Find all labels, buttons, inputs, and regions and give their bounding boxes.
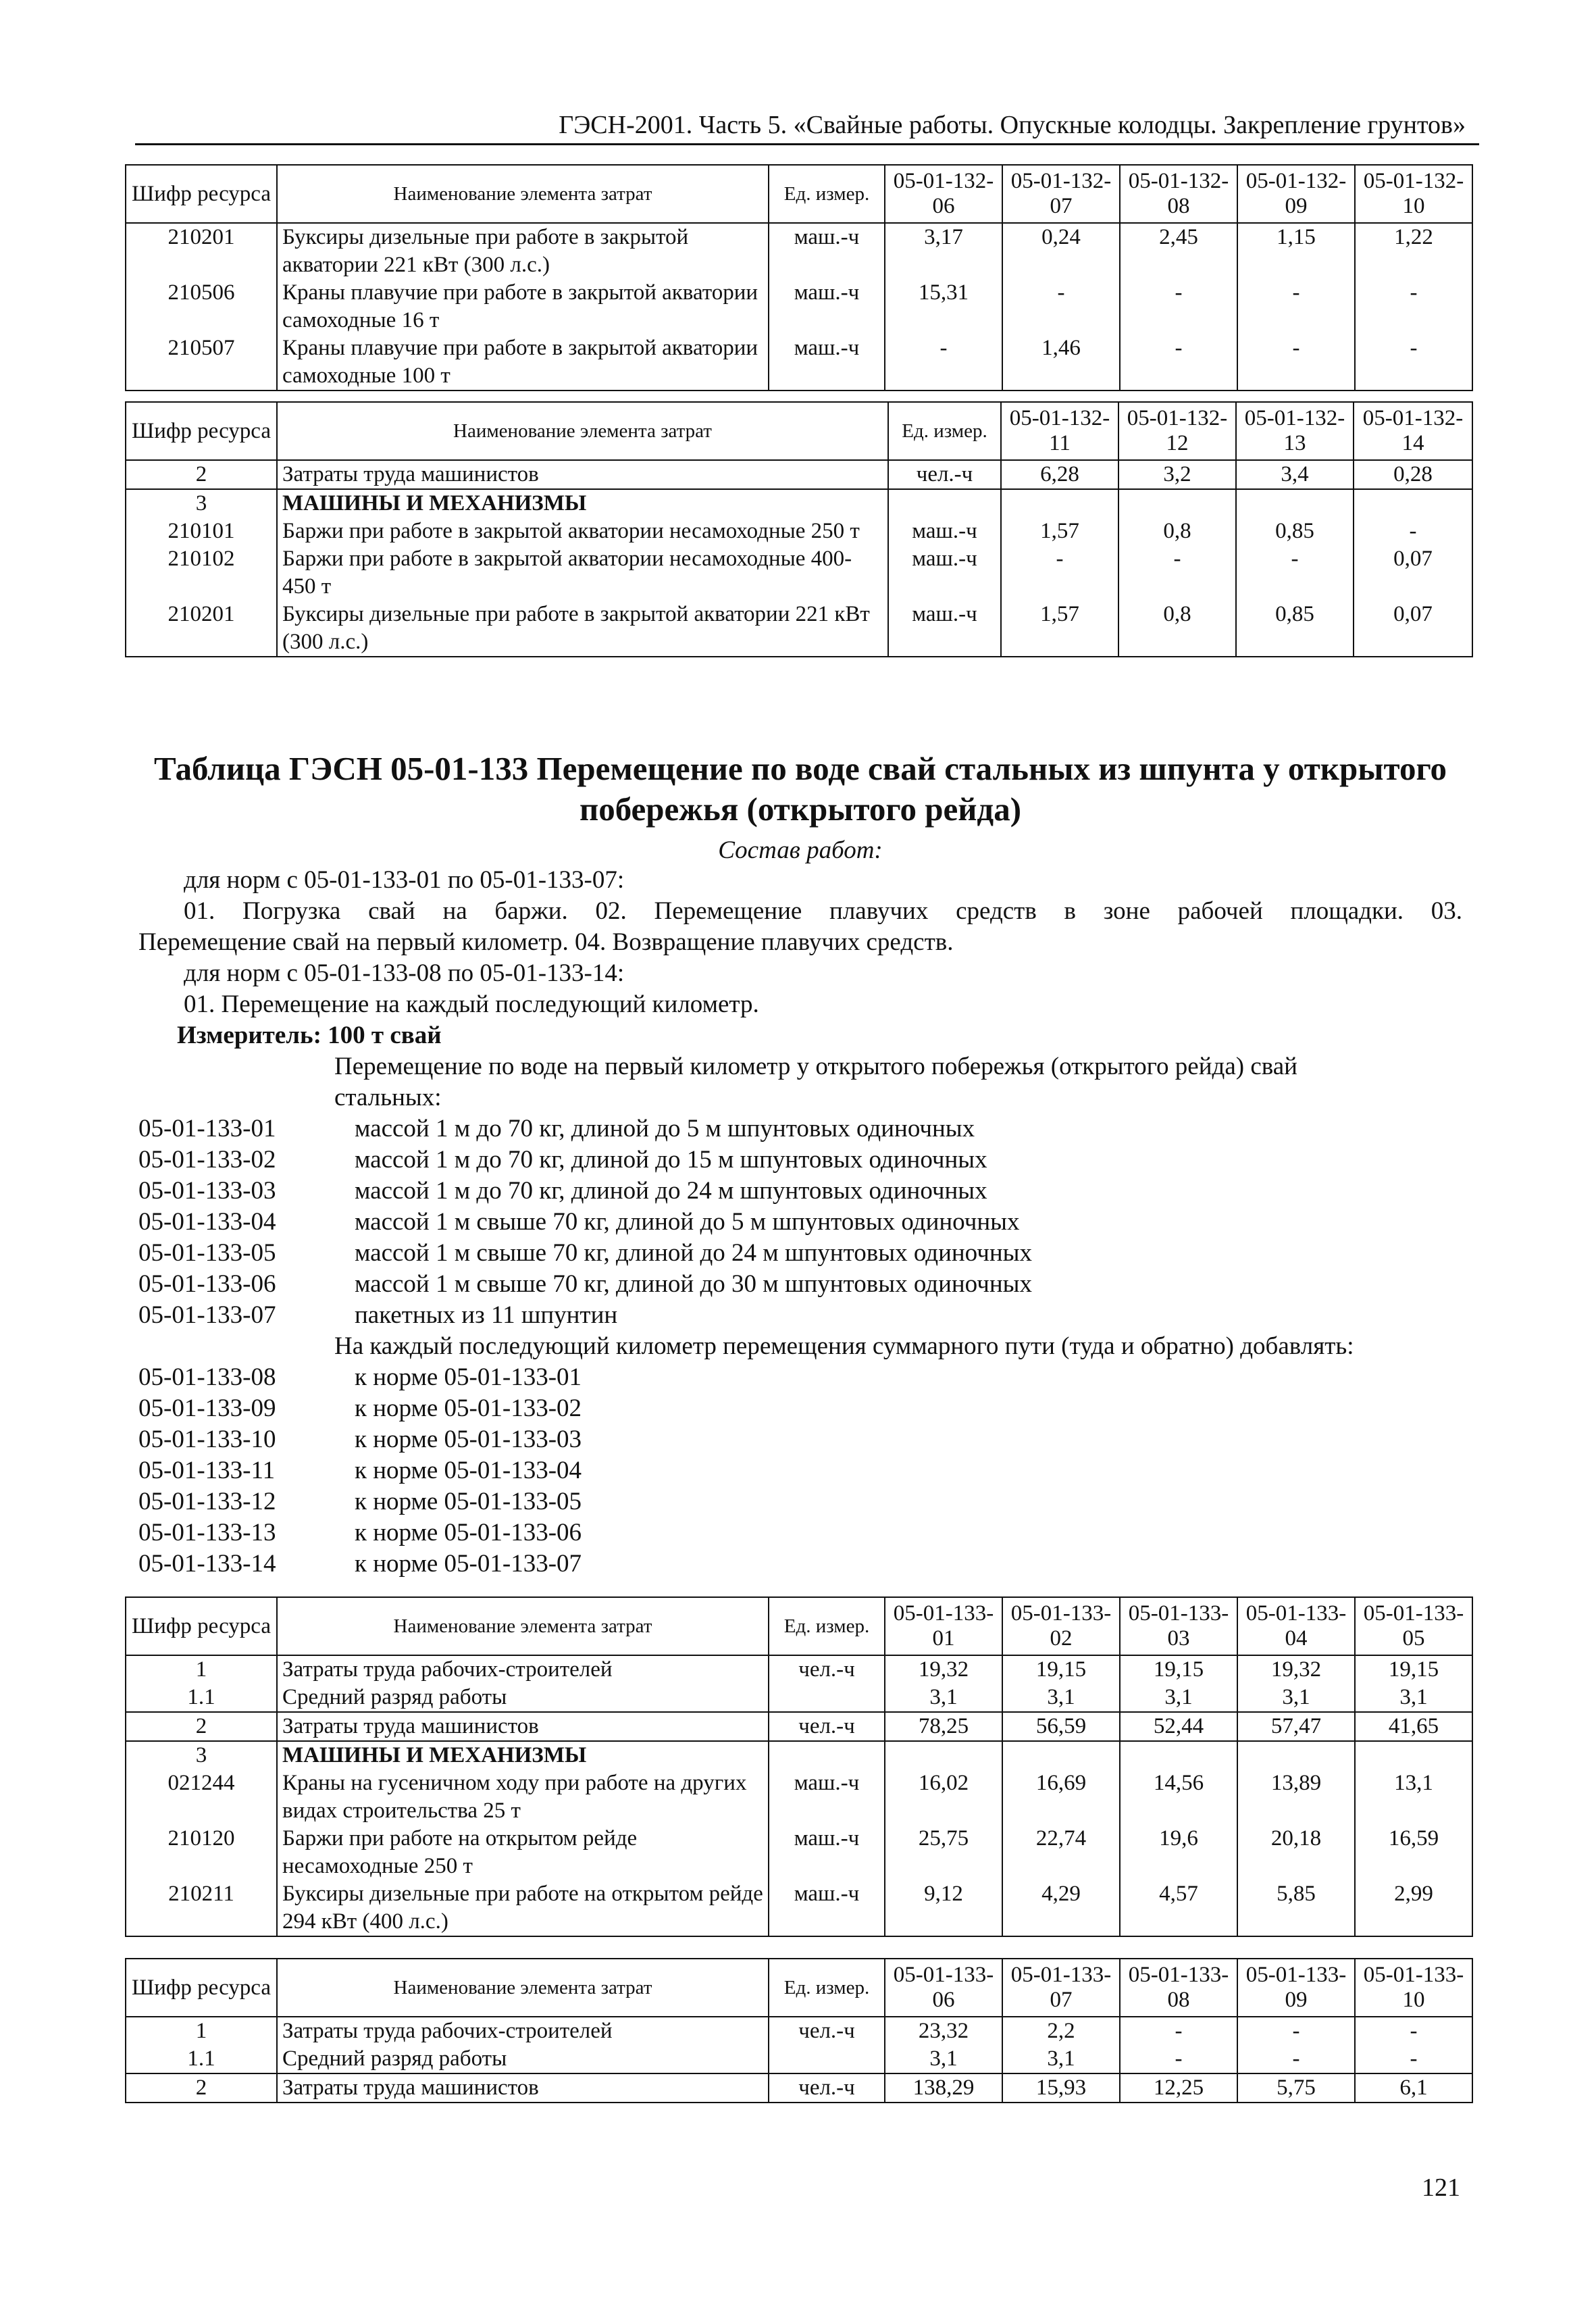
col-header-norm: 05-01-133-09 [1237,1959,1355,2017]
row-name: Затраты труда машинистов [277,460,888,489]
norm-description: массой 1 м до 70 кг, длиной до 5 м шпунтовых одиночных [355,1115,975,1142]
norm-code: 05-01-133-06 [138,1270,276,1298]
row-value: - [1118,545,1236,601]
col-header-norm: 05-01-132-08 [1120,165,1237,223]
row-value: 3,1 [1002,2045,1120,2073]
norm-code: 05-01-133-03 [138,1177,276,1205]
row-value: 52,44 [1120,1712,1237,1741]
row-value: 2,2 [1002,2017,1120,2045]
row-value: 2,45 [1120,223,1237,279]
row-value: 3,1 [1237,1684,1355,1712]
table-133-part1 [125,1596,1473,1937]
norm-description: массой 1 м свыше 70 кг, длиной до 30 м шпунтовых одиночных [355,1270,1032,1298]
operations-text: 01. Перемещение на каждый последующий километр. [184,990,759,1018]
row-code: 210102 [126,545,277,601]
row-value: 13,89 [1237,1769,1355,1825]
norm-code: 05-01-133-14 [138,1550,276,1578]
row-code: 210506 [126,279,277,334]
row-code: 210120 [126,1825,277,1880]
row-code: 2 [126,2073,277,2103]
row-value: 3,17 [885,223,1002,279]
col-header-norm: 05-01-133-04 [1237,1597,1355,1655]
row-value: 1,57 [1001,518,1118,545]
col-header-norm: 05-01-133-10 [1355,1959,1472,2017]
table-133-part2 [125,1958,1473,2103]
norm-description: пакетных из 11 шпунтин [355,1301,618,1329]
row-code: 3 [126,1741,277,1769]
row-code: 1.1 [126,1684,277,1712]
row-value: 3,1 [1355,1684,1472,1712]
table-row [126,518,1472,545]
row-name: Баржи при работе в закрытой акватории несамоходные 250 т [277,518,888,545]
col-header-norm: 05-01-132-13 [1236,402,1354,460]
row-value [1355,1741,1472,1769]
row-value: - [1236,545,1354,601]
row-unit: маш.-ч [769,1769,885,1825]
row-value: 3,1 [1120,1684,1237,1712]
norms-range-label: для норм с 05-01-133-01 по 05-01-133-07: [184,866,625,894]
row-value: 78,25 [885,1712,1002,1741]
col-header-norm: 05-01-132-14 [1354,402,1472,460]
row-unit: чел.-ч [769,1712,885,1741]
col-header-unit: Ед. измер. [769,165,885,223]
norm-code: 05-01-133-02 [138,1146,276,1174]
table-row [126,545,1472,601]
table-row [126,1880,1472,1936]
row-value: - [1120,279,1237,334]
norms-range-label: для норм с 05-01-133-08 по 05-01-133-14: [184,959,625,987]
table-row [126,1712,1472,1741]
row-value: 3,1 [885,2045,1002,2073]
row-value: - [1002,279,1120,334]
col-header-code: Шифр ресурса [126,402,277,460]
row-name: Краны на гусеничном ходу при работе на других видах строительства 25 т [277,1769,769,1825]
row-value [1120,1741,1237,1769]
row-name: Средний разряд работы [277,2045,769,2073]
row-value: - [1120,2017,1237,2045]
row-name: Краны плавучие при работе в закрытой акватории самоходные 100 т [277,334,769,391]
row-value: 16,69 [1002,1769,1120,1825]
row-value: - [1001,545,1118,601]
row-value: 1,22 [1355,223,1472,279]
row-name: Буксиры дизельные при работе в закрытой акватории 221 кВт (300 л.с.) [277,223,769,279]
row-code: 210507 [126,334,277,391]
row-value: 9,12 [885,1880,1002,1936]
norm-code: 05-01-133-09 [138,1394,276,1422]
table-row [126,279,1472,334]
norm-description: массой 1 м до 70 кг, длиной до 15 м шпунтовых одиночных [355,1146,987,1174]
row-value: - [1120,2045,1237,2073]
col-header-name: Наименование элемента затрат [277,1597,769,1655]
norm-code: 05-01-133-11 [138,1457,276,1484]
norm-description: к норме 05-01-133-06 [355,1519,582,1546]
row-value [885,1741,1002,1769]
row-name: Буксиры дизельные при работе в закрытой акватории 221 кВт (300 л.с.) [277,601,888,657]
header-rule [135,143,1479,145]
row-value: - [1355,279,1472,334]
row-value: 15,31 [885,279,1002,334]
norm-code: 05-01-133-07 [138,1301,276,1329]
row-unit: чел.-ч [888,460,1001,489]
col-header-code: Шифр ресурса [126,1959,277,2017]
norm-description: к норме 05-01-133-03 [355,1426,582,1453]
table-row [126,2073,1472,2103]
row-value: 19,15 [1120,1655,1237,1684]
row-unit [769,1741,885,1769]
operations-text: Перемещение свай на первый километр. 04. Возвращение плавучих средств. [138,928,954,956]
row-unit [888,489,1001,518]
row-unit: маш.-ч [769,223,885,279]
row-unit: маш.-ч [769,334,885,391]
row-value: 19,32 [885,1655,1002,1684]
row-value: 16,02 [885,1769,1002,1825]
row-code: 210101 [126,518,277,545]
row-value: 0,24 [1002,223,1120,279]
col-header-name: Наименование элемента затрат [277,402,888,460]
row-value: 19,15 [1355,1655,1472,1684]
row-value: 0,85 [1236,518,1354,545]
row-value: 0,28 [1354,460,1472,489]
group-header: стальных: [334,1084,442,1111]
row-value: - [1237,2017,1355,2045]
row-value [1236,489,1354,518]
row-value [1001,489,1118,518]
table-row [126,1684,1472,1712]
row-value: 0,07 [1354,601,1472,657]
table-row [126,334,1472,391]
row-value: 3,1 [885,1684,1002,1712]
row-value [1118,489,1236,518]
norm-description: к норме 05-01-133-07 [355,1550,582,1578]
table-row [126,460,1472,489]
table-row [126,2045,1472,2073]
row-value: 19,32 [1237,1655,1355,1684]
row-value: - [1355,2017,1472,2045]
row-value: 12,25 [1120,2073,1237,2103]
row-name: Средний разряд работы [277,1684,769,1712]
row-value: 4,29 [1002,1880,1120,1936]
row-code: 210201 [126,223,277,279]
row-value: 16,59 [1355,1825,1472,1880]
row-unit [769,2045,885,2073]
row-name: Затраты труда машинистов [277,1712,769,1741]
row-value: 138,29 [885,2073,1002,2103]
row-code: 1.1 [126,2045,277,2073]
row-name: Затраты труда машинистов [277,2073,769,2103]
row-value: - [1237,2045,1355,2073]
col-header-norm: 05-01-133-06 [885,1959,1002,2017]
row-code: 210201 [126,601,277,657]
col-header-code: Шифр ресурса [126,1597,277,1655]
row-value [1237,1741,1355,1769]
norm-description: к норме 05-01-133-04 [355,1457,582,1484]
col-header-unit: Ед. измер. [769,1959,885,2017]
table-row [126,1741,1472,1769]
table-row [126,489,1472,518]
row-unit: маш.-ч [888,545,1001,601]
row-value: 2,99 [1355,1880,1472,1936]
row-value: 14,56 [1120,1769,1237,1825]
row-value: - [1355,2045,1472,2073]
col-header-name: Наименование элемента затрат [277,1959,769,2017]
row-value: 19,6 [1120,1825,1237,1880]
norm-code: 05-01-133-04 [138,1208,276,1236]
col-header-norm: 05-01-133-02 [1002,1597,1120,1655]
col-header-norm: 05-01-132-11 [1001,402,1118,460]
norm-description: к норме 05-01-133-01 [355,1363,582,1391]
composition-label: Состав работ: [718,836,883,864]
row-name: Затраты труда рабочих-строителей [277,1655,769,1684]
row-name: Краны плавучие при работе в закрытой акватории самоходные 16 т [277,279,769,334]
table-row [126,2017,1472,2045]
row-unit: маш.-ч [769,279,885,334]
col-header-norm: 05-01-132-10 [1355,165,1472,223]
row-value [1002,1741,1120,1769]
row-code: 021244 [126,1769,277,1825]
norm-description: массой 1 м свыше 70 кг, длиной до 5 м шпунтовых одиночных [355,1208,1020,1236]
row-value: 23,32 [885,2017,1002,2045]
row-value: 0,8 [1118,518,1236,545]
row-value: 0,8 [1118,601,1236,657]
row-value: 6,28 [1001,460,1118,489]
row-value: - [1237,334,1355,391]
row-unit: чел.-ч [769,2017,885,2045]
row-value: 0,85 [1236,601,1354,657]
col-header-norm: 05-01-133-01 [885,1597,1002,1655]
table-row [126,1769,1472,1825]
group-header: Перемещение по воде на первый километр у открытого побережья (открытого рейда) свай [334,1053,1297,1080]
row-name: Баржи при работе на открытом рейде несамоходные 250 т [277,1825,769,1880]
row-value: 57,47 [1237,1712,1355,1741]
row-unit: маш.-ч [769,1880,885,1936]
row-value: 1,46 [1002,334,1120,391]
col-header-name: Наименование элемента затрат [277,165,769,223]
page-number: 121 [1422,2173,1460,2202]
norm-code: 05-01-133-08 [138,1363,276,1391]
table-row [126,223,1472,279]
row-value: 13,1 [1355,1769,1472,1825]
row-value: 4,57 [1120,1880,1237,1936]
row-value: - [1355,334,1472,391]
row-value: 5,85 [1237,1880,1355,1936]
table-row [126,601,1472,657]
row-name: Баржи при работе в закрытой акватории несамоходные 400-450 т [277,545,888,601]
row-value: 1,57 [1001,601,1118,657]
row-value: 1,15 [1237,223,1355,279]
group-header: На каждый последующий километр перемещения суммарного пути (туда и обратно) добавлять: [334,1332,1354,1360]
norm-description: массой 1 м до 70 кг, длиной до 24 м шпунтовых одиночных [355,1177,987,1205]
section-title [135,749,1466,830]
row-unit [769,1684,885,1712]
running-header: ГЭСН-2001. Часть 5. «Свайные работы. Опускные колодцы. Закрепление грунтов» [559,111,1466,139]
row-name: МАШИНЫ И МЕХАНИЗМЫ [277,489,888,518]
row-value: 3,1 [1002,1684,1120,1712]
row-value: 56,59 [1002,1712,1120,1741]
norm-code: 05-01-133-05 [138,1239,276,1267]
norm-code: 05-01-133-01 [138,1115,276,1142]
col-header-unit: Ед. измер. [888,402,1001,460]
row-code: 2 [126,1712,277,1741]
row-value: - [1237,279,1355,334]
row-value: 22,74 [1002,1825,1120,1880]
row-unit: чел.-ч [769,2073,885,2103]
row-value: 6,1 [1355,2073,1472,2103]
norm-description: массой 1 м свыше 70 кг, длиной до 24 м шпунтовых одиночных [355,1239,1032,1267]
col-header-norm: 05-01-133-07 [1002,1959,1120,2017]
norm-description: к норме 05-01-133-02 [355,1394,582,1422]
row-unit: маш.-ч [769,1825,885,1880]
col-header-norm: 05-01-132-06 [885,165,1002,223]
norm-description: к норме 05-01-133-05 [355,1488,582,1515]
row-value [1354,489,1472,518]
row-code: 1 [126,1655,277,1684]
row-value: 25,75 [885,1825,1002,1880]
col-header-unit: Ед. измер. [769,1597,885,1655]
row-value: - [1354,518,1472,545]
col-header-norm: 05-01-132-09 [1237,165,1355,223]
col-header-norm: 05-01-132-12 [1118,402,1236,460]
row-value: 5,75 [1237,2073,1355,2103]
row-value: 15,93 [1002,2073,1120,2103]
operations-text: 01. Погрузка свай на баржи. 02. Перемещение плавучих средств в зоне рабочей площадки. 03. [184,897,1462,925]
table-row [126,1655,1472,1684]
row-unit: маш.-ч [888,518,1001,545]
row-value: 41,65 [1355,1712,1472,1741]
row-unit: маш.-ч [888,601,1001,657]
row-code: 1 [126,2017,277,2045]
col-header-norm: 05-01-133-05 [1355,1597,1472,1655]
row-unit: чел.-ч [769,1655,885,1684]
norm-code: 05-01-133-12 [138,1488,276,1515]
table-row [126,1825,1472,1880]
measure-label: Измеритель: 100 т свай [177,1022,442,1049]
row-value: - [1120,334,1237,391]
row-code: 3 [126,489,277,518]
table-132-part2 [125,401,1473,657]
row-name: Буксиры дизельные при работе на открытом рейде 294 кВт (400 л.с.) [277,1880,769,1936]
row-name: МАШИНЫ И МЕХАНИЗМЫ [277,1741,769,1769]
table-132-part1 [125,164,1473,391]
section-title-line: побережья (открытого рейда) [579,790,1022,828]
section-title-line: Таблица ГЭСН 05-01-133 Перемещение по воде свай стальных из шпунта у открытого [153,750,1447,787]
col-header-norm: 05-01-133-03 [1120,1597,1237,1655]
row-value: 20,18 [1237,1825,1355,1880]
col-header-norm: 05-01-133-08 [1120,1959,1237,2017]
row-code: 210211 [126,1880,277,1936]
row-code: 2 [126,460,277,489]
row-value: - [885,334,1002,391]
norm-code: 05-01-133-10 [138,1426,276,1453]
row-value: 3,4 [1236,460,1354,489]
norm-code: 05-01-133-13 [138,1519,276,1546]
row-value: 19,15 [1002,1655,1120,1684]
col-header-code: Шифр ресурса [126,165,277,223]
row-value: 0,07 [1354,545,1472,601]
row-value: 3,2 [1118,460,1236,489]
col-header-norm: 05-01-132-07 [1002,165,1120,223]
row-name: Затраты труда рабочих-строителей [277,2017,769,2045]
